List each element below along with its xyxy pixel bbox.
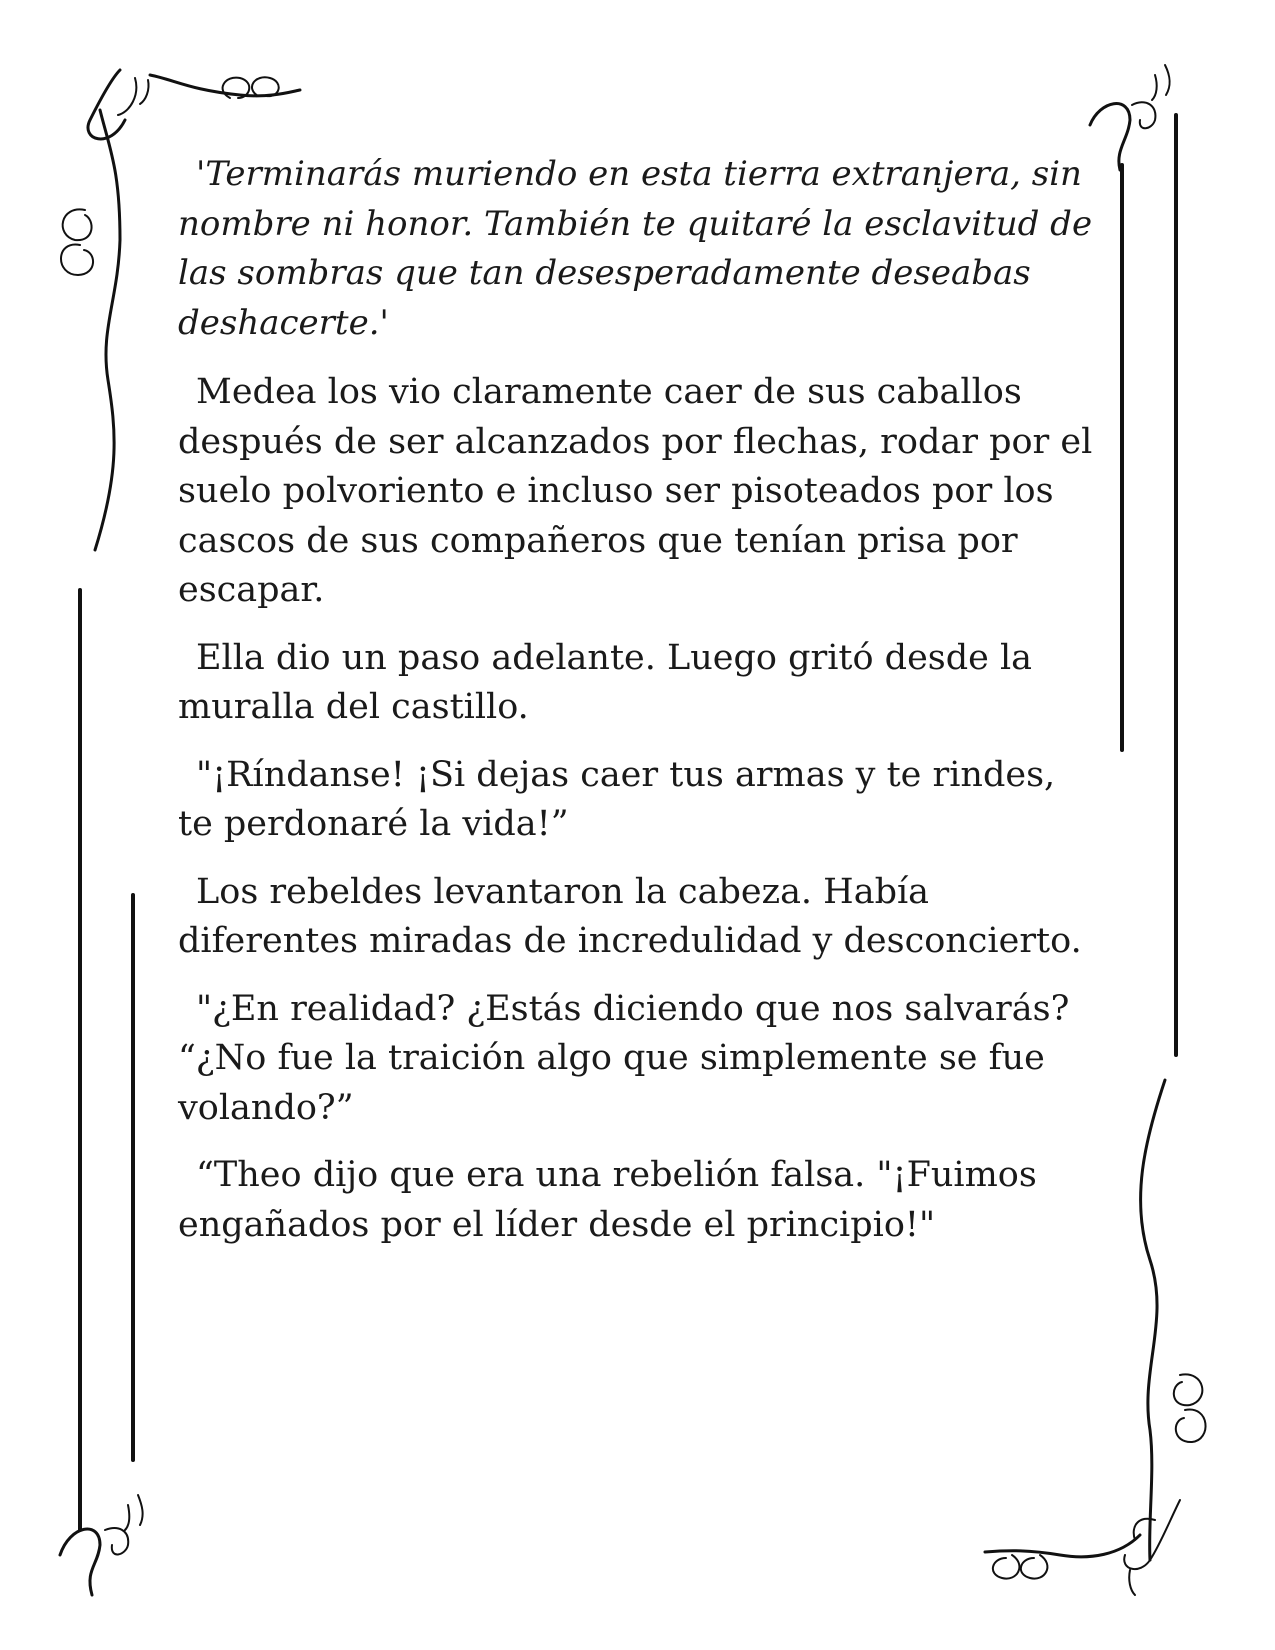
paragraph: "¿En realidad? ¿Estás diciendo que nos salvarás? “¿No fue la traición algo que simplemente se fue volando?” bbox=[178, 988, 1070, 1128]
paragraph: Ella dio un paso adelante. Luego gritó desde la muralla del castillo. bbox=[178, 637, 1033, 727]
paragraph: Los rebeldes levantaron la cabeza. Había diferentes miradas de incredulidad y desconcierto. bbox=[178, 871, 1082, 961]
paragraph-quote: 'Terminarás muriendo en esta tierra extranjera, sin nombre ni honor. También te quitaré la esclavitud de las sombras que tan desesperadamente deseabas deshacerte.' bbox=[178, 154, 1093, 343]
paragraph: “Theo dijo que era una rebelión falsa. "¡Fuimos engañados por el líder desde el principio!" bbox=[178, 1155, 1037, 1245]
bottom-left-flourish-icon bbox=[60, 1495, 143, 1595]
paragraph: Medea los vio claramente caer de sus caballos después de ser alcanzados por flechas, rodar por el suelo polvoriento e incluso ser pisoteados por los cascos de sus compañeros que tenían prisa por escapar. bbox=[178, 372, 1093, 610]
body-text bbox=[178, 150, 1098, 1268]
paragraph: "¡Ríndanse! ¡Si dejas caer tus armas y te rindes, te perdonaré la vida!” bbox=[178, 754, 1056, 844]
top-right-flourish-icon bbox=[1090, 65, 1170, 170]
